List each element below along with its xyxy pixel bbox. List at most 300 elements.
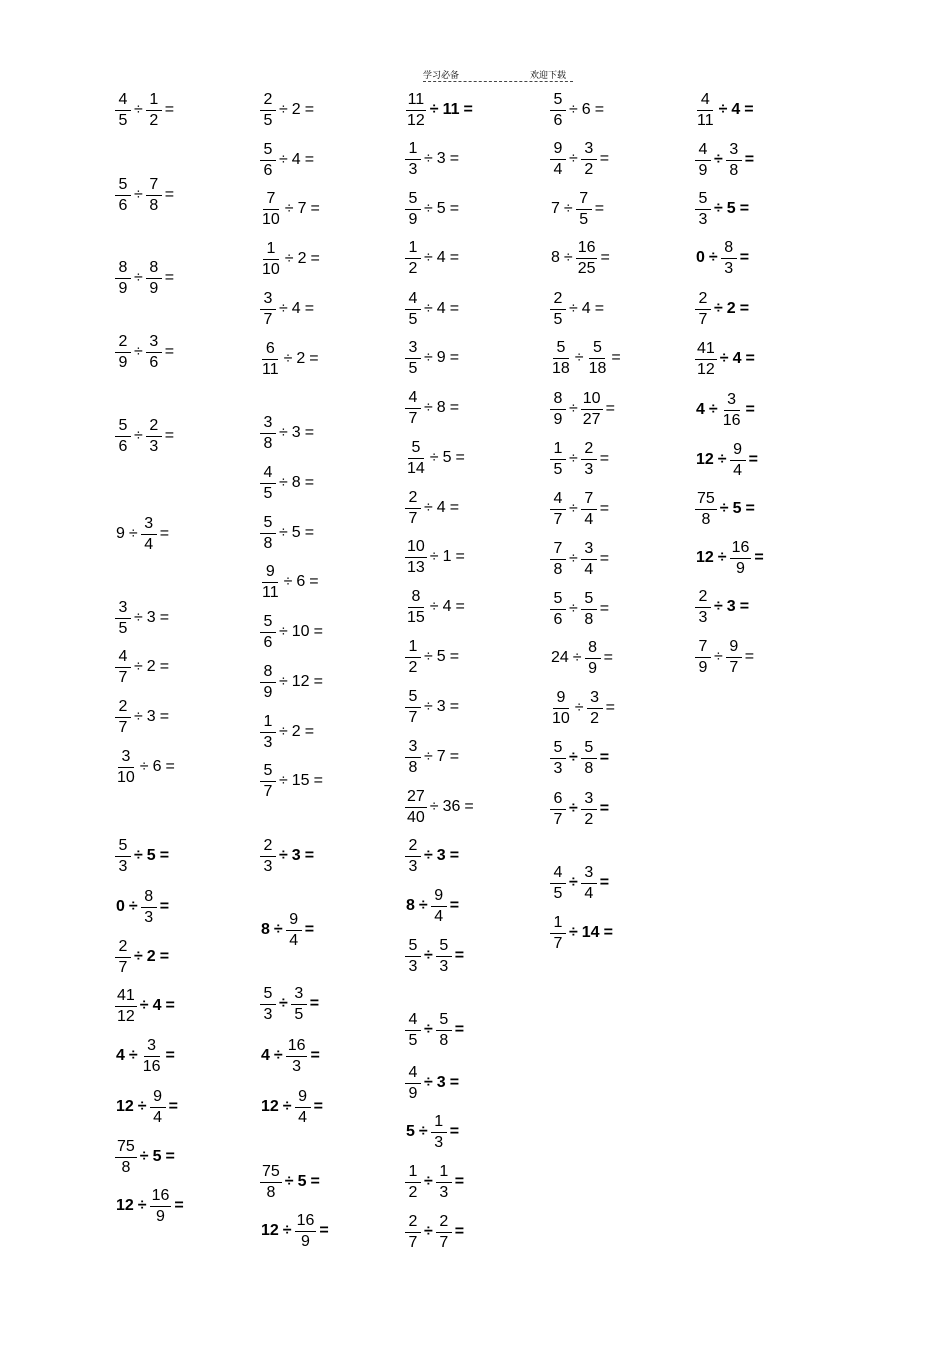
divisor-number: 6 <box>296 573 306 590</box>
denominator: 6 <box>149 353 159 371</box>
denominator: 9 <box>263 683 273 701</box>
divide-sign: ÷ <box>279 524 288 541</box>
division-problem <box>549 915 615 952</box>
division-problem <box>114 177 176 214</box>
equals-sign: = <box>594 200 605 217</box>
divisor-fraction <box>585 640 601 677</box>
dividend-fraction <box>115 988 137 1025</box>
numerator: 5 <box>695 191 711 210</box>
numerator: 2 <box>115 699 131 718</box>
equals-sign: = <box>605 400 615 417</box>
denominator: 3 <box>408 160 418 178</box>
divide-sign: ÷ <box>717 451 727 468</box>
divide-sign: ÷ <box>569 550 578 567</box>
dividend-fraction <box>695 341 717 378</box>
dividend-fraction <box>695 639 711 676</box>
division-problem <box>259 241 322 278</box>
dividend-fraction <box>260 92 276 129</box>
division-problem <box>259 564 321 601</box>
divide-sign: ÷ <box>574 349 584 366</box>
numerator: 27 <box>405 789 427 808</box>
dividend-fraction <box>405 639 421 676</box>
divisor-number: 5 <box>152 1148 162 1165</box>
equals-sign: = <box>611 349 621 366</box>
dividend-fraction <box>405 689 421 726</box>
division-problem <box>549 740 611 777</box>
numerator: 10 <box>405 539 427 558</box>
equals-sign: = <box>313 772 323 789</box>
divisor-fraction <box>581 441 597 478</box>
numerator: 5 <box>550 92 566 111</box>
denominator: 6 <box>118 196 128 214</box>
denominator: 18 <box>588 359 607 377</box>
equals-sign: = <box>599 500 610 517</box>
numerator: 1 <box>405 240 421 259</box>
equals-sign: = <box>754 549 764 566</box>
equals-sign: = <box>304 524 315 541</box>
denominator: 4 <box>584 884 594 902</box>
numerator: 7 <box>695 639 711 658</box>
denominator: 15 <box>407 608 425 626</box>
numerator: 5 <box>436 938 452 957</box>
denominator: 6 <box>263 161 273 179</box>
numerator: 4 <box>405 1065 421 1084</box>
denominator: 3 <box>408 857 418 875</box>
dividend-fraction <box>115 939 131 976</box>
divisor-number: 6 <box>581 101 591 118</box>
division-problem <box>694 639 756 676</box>
dividend-number: 0 <box>116 898 125 915</box>
equals-sign: = <box>304 474 315 491</box>
divide-sign: ÷ <box>282 1098 292 1115</box>
divide-sign: ÷ <box>279 673 288 690</box>
denominator: 14 <box>407 459 425 477</box>
dividend-number: 12 <box>261 1098 279 1115</box>
divide-sign: ÷ <box>718 101 728 118</box>
numerator: 9 <box>286 912 302 931</box>
equals-sign: = <box>739 200 750 217</box>
division-problem <box>114 649 171 686</box>
division-problem <box>114 1139 177 1176</box>
equals-sign: = <box>449 300 460 317</box>
equals-sign: = <box>739 249 750 266</box>
divisor-fraction <box>431 1114 447 1151</box>
numerator: 3 <box>581 791 597 810</box>
divisor-number: 4 <box>152 997 162 1014</box>
denominator: 40 <box>407 808 425 826</box>
dividend-fraction <box>260 191 282 228</box>
equals-sign: = <box>304 300 315 317</box>
denominator: 11 <box>697 111 714 129</box>
numerator: 1 <box>405 141 421 160</box>
denominator: 7 <box>118 718 128 736</box>
divide-sign: ÷ <box>418 897 428 914</box>
divide-sign: ÷ <box>279 995 288 1012</box>
divisor-fraction <box>721 392 743 429</box>
numerator: 8 <box>550 391 566 410</box>
dividend-fraction <box>115 177 131 214</box>
numerator: 41 <box>115 988 137 1007</box>
equals-sign: = <box>165 1047 175 1064</box>
equals-sign: = <box>449 897 460 914</box>
division-problem <box>114 334 176 371</box>
division-problem <box>549 541 611 578</box>
divide-sign: ÷ <box>128 1047 138 1064</box>
divisor-fraction <box>146 177 162 214</box>
numerator: 5 <box>581 591 597 610</box>
denominator: 27 <box>582 410 601 428</box>
equals-sign: = <box>310 1173 320 1190</box>
division-problem <box>694 291 751 328</box>
equals-sign: = <box>159 898 170 915</box>
numerator: 5 <box>260 763 276 782</box>
dividend-fraction <box>405 539 427 576</box>
division-problem <box>259 191 322 228</box>
division-problem <box>114 939 171 976</box>
equals-sign: = <box>449 748 460 765</box>
denominator: 3 <box>263 857 273 875</box>
divisor-number: 2 <box>296 350 306 367</box>
numerator: 5 <box>260 515 276 534</box>
dividend-fraction <box>405 938 421 975</box>
divide-sign: ÷ <box>569 924 578 941</box>
denominator: 6 <box>263 633 273 651</box>
equals-sign: = <box>744 101 754 118</box>
division-problem <box>694 240 751 277</box>
equals-sign: = <box>599 150 610 167</box>
dividend-fraction <box>115 838 131 875</box>
dividend-number: 8 <box>551 249 560 266</box>
equals-sign: = <box>454 1021 465 1038</box>
equals-sign: = <box>165 997 175 1014</box>
numerator: 9 <box>431 888 447 907</box>
dividend-fraction <box>405 589 427 626</box>
equals-sign: = <box>600 249 610 266</box>
dividend-fraction <box>550 791 566 828</box>
dividend-fraction <box>260 838 276 875</box>
numerator: 9 <box>553 690 569 709</box>
divisor-number: 1 <box>442 548 452 565</box>
numerator: 7 <box>576 191 592 210</box>
division-problem <box>404 1114 461 1151</box>
denominator: 18 <box>552 359 570 377</box>
divisor-fraction <box>295 1089 311 1126</box>
divide-sign: ÷ <box>714 648 723 665</box>
numerator: 9 <box>726 639 742 658</box>
equals-sign: = <box>309 573 319 590</box>
numerator: 8 <box>115 260 131 279</box>
dividend-fraction <box>115 600 131 637</box>
equals-sign: = <box>739 300 750 317</box>
numerator: 3 <box>724 392 740 411</box>
denominator: 8 <box>553 560 563 578</box>
divide-sign: ÷ <box>429 449 439 466</box>
divisor-number: 5 <box>436 200 446 217</box>
divisor-number: 3 <box>436 698 446 715</box>
equals-sign: = <box>599 800 610 817</box>
divisor-number: 11 <box>442 101 460 118</box>
denominator: 6 <box>553 610 563 628</box>
division-problem <box>549 791 611 828</box>
equals-sign: = <box>739 598 750 615</box>
equals-sign: = <box>449 847 460 864</box>
equals-sign: = <box>165 1148 175 1165</box>
division-problem <box>259 986 321 1023</box>
equals-sign: = <box>309 350 319 367</box>
denominator: 8 <box>439 1031 449 1049</box>
division-problem <box>694 142 756 179</box>
divide-sign: ÷ <box>563 249 573 266</box>
division-problem <box>259 92 316 129</box>
numerator: 1 <box>146 92 162 111</box>
divide-sign: ÷ <box>139 1148 149 1165</box>
numerator: 3 <box>405 739 421 758</box>
dividend-fraction <box>260 714 276 751</box>
dividend-fraction <box>550 291 566 328</box>
denominator: 3 <box>144 908 154 926</box>
denominator: 11 <box>262 360 279 378</box>
numerator: 2 <box>146 418 162 437</box>
denominator: 9 <box>149 279 159 297</box>
denominator: 3 <box>408 957 418 975</box>
divisor-fraction <box>141 1038 163 1075</box>
divide-sign: ÷ <box>569 749 578 766</box>
division-problem <box>404 390 461 427</box>
equals-sign: = <box>164 269 175 286</box>
denominator: 7 <box>729 658 739 676</box>
equals-sign: = <box>449 698 460 715</box>
equals-sign: = <box>455 548 465 565</box>
dividend-fraction <box>550 441 566 478</box>
numerator: 2 <box>695 291 711 310</box>
equals-sign: = <box>449 349 460 366</box>
equals-sign: = <box>449 499 460 516</box>
equals-sign: = <box>164 186 175 203</box>
denominator: 7 <box>698 310 708 328</box>
denominator: 9 <box>118 279 128 297</box>
divide-sign: ÷ <box>569 450 578 467</box>
division-problem <box>694 589 751 626</box>
divisor-number: 3 <box>146 708 156 725</box>
divisor-number: 5 <box>442 449 452 466</box>
denominator: 8 <box>266 1183 276 1201</box>
dividend-fraction <box>260 614 276 651</box>
divide-sign: ÷ <box>424 648 433 665</box>
denominator: 2 <box>584 810 594 828</box>
divide-sign: ÷ <box>429 598 439 615</box>
numerator: 2 <box>436 1214 452 1233</box>
division-problem <box>259 341 321 378</box>
numerator: 9 <box>262 564 278 583</box>
divide-sign: ÷ <box>279 723 288 740</box>
numerator: 16 <box>286 1038 308 1057</box>
divisor-fraction <box>726 142 742 179</box>
denominator: 7 <box>118 668 128 686</box>
dividend-number: 12 <box>116 1098 134 1115</box>
divide-sign: ÷ <box>424 249 433 266</box>
numerator: 1 <box>260 714 276 733</box>
numerator: 1 <box>550 915 566 934</box>
dividend-fraction <box>115 260 131 297</box>
division-problem <box>694 540 766 577</box>
denominator: 8 <box>149 196 159 214</box>
denominator: 8 <box>584 610 594 628</box>
divide-sign: ÷ <box>429 548 439 565</box>
denominator: 3 <box>263 1005 273 1023</box>
numerator: 1 <box>436 1164 452 1183</box>
equals-sign: = <box>168 1098 178 1115</box>
divide-sign: ÷ <box>134 658 143 675</box>
dividend-fraction <box>405 291 421 328</box>
divisor-number: 3 <box>291 424 301 441</box>
page-header <box>423 66 573 84</box>
division-problem <box>114 418 176 455</box>
dividend-fraction <box>260 664 276 701</box>
divisor-number: 3 <box>146 609 156 626</box>
divide-sign: ÷ <box>429 798 439 815</box>
numerator: 5 <box>115 177 131 196</box>
denominator: 9 <box>408 210 418 228</box>
numerator: 75 <box>695 491 717 510</box>
divisor-number: 4 <box>731 101 741 118</box>
divisor-number: 5 <box>436 648 446 665</box>
denominator: 5 <box>294 1005 304 1023</box>
dividend-fraction <box>405 789 427 826</box>
numerator: 2 <box>581 441 597 460</box>
divide-sign: ÷ <box>279 772 288 789</box>
equals-sign: = <box>454 1223 465 1240</box>
divide-sign: ÷ <box>283 573 293 590</box>
numerator: 7 <box>550 541 566 560</box>
dividend-fraction <box>695 589 711 626</box>
division-problem <box>694 341 757 378</box>
numerator: 4 <box>550 865 566 884</box>
division-problem <box>694 392 757 429</box>
dividend-number: 8 <box>261 921 270 938</box>
divide-sign: ÷ <box>137 1197 147 1214</box>
numerator: 7 <box>263 191 279 210</box>
dividend-fraction <box>550 740 566 777</box>
division-problem <box>404 589 467 626</box>
dividend-fraction <box>115 334 131 371</box>
numerator: 6 <box>262 341 278 360</box>
divisor-number: 8 <box>436 399 446 416</box>
denominator: 8 <box>584 759 594 777</box>
dividend-fraction <box>260 341 281 378</box>
dividend-number: 12 <box>261 1222 279 1239</box>
divisor-fraction <box>730 540 752 577</box>
dividend-fraction <box>695 291 711 328</box>
divide-sign: ÷ <box>719 350 729 367</box>
divisor-fraction <box>436 938 452 975</box>
numerator: 5 <box>260 142 276 161</box>
dividend-number: 8 <box>406 897 415 914</box>
division-problem <box>404 92 475 129</box>
division-problem <box>259 465 316 502</box>
divide-sign: ÷ <box>714 151 723 168</box>
equals-sign: = <box>603 924 613 941</box>
numerator: 5 <box>589 340 605 359</box>
denominator: 7 <box>118 958 128 976</box>
divisor-number: 4 <box>442 598 452 615</box>
division-problem <box>549 92 606 129</box>
header-left-text: 学习必备 <box>423 71 460 81</box>
division-problem <box>694 92 756 129</box>
numerator: 5 <box>550 591 566 610</box>
dividend-fraction <box>550 391 566 428</box>
dividend-number: 5 <box>406 1123 415 1140</box>
numerator: 3 <box>726 142 742 161</box>
numerator: 75 <box>115 1139 137 1158</box>
denominator: 9 <box>698 658 708 676</box>
division-problem <box>259 763 325 800</box>
denominator: 10 <box>552 709 570 727</box>
numerator: 1 <box>550 441 566 460</box>
equals-sign: = <box>599 749 610 766</box>
numerator: 3 <box>260 415 276 434</box>
division-problem <box>694 442 760 479</box>
denominator: 3 <box>439 957 449 975</box>
division-problem <box>549 865 611 902</box>
dividend-fraction <box>405 340 421 377</box>
denominator: 7 <box>263 310 273 328</box>
dividend-fraction <box>550 541 566 578</box>
header-right-text: 欢迎下载 <box>530 71 567 81</box>
equals-sign: = <box>310 250 320 267</box>
division-problem <box>404 1065 461 1102</box>
equals-sign: = <box>594 300 605 317</box>
divide-sign: ÷ <box>282 1222 292 1239</box>
equals-sign: = <box>449 200 460 217</box>
equals-sign: = <box>159 708 170 725</box>
denominator: 2 <box>149 111 159 129</box>
dividend-fraction <box>115 749 137 786</box>
numerator: 3 <box>144 1038 160 1057</box>
denominator: 8 <box>263 434 273 452</box>
numerator: 4 <box>260 465 276 484</box>
denominator: 10 <box>117 768 135 786</box>
division-problem <box>404 440 467 477</box>
divisor-fraction <box>146 92 162 129</box>
dividend-fraction <box>260 1164 282 1201</box>
divide-sign: ÷ <box>574 699 584 716</box>
denominator: 4 <box>733 461 743 479</box>
divisor-number: 7 <box>436 748 446 765</box>
equals-sign: = <box>304 723 315 740</box>
divide-sign: ÷ <box>708 401 718 418</box>
divisor-fraction <box>726 639 742 676</box>
denominator: 10 <box>262 260 280 278</box>
numerator: 2 <box>260 838 276 857</box>
dividend-fraction <box>405 490 421 527</box>
dividend-fraction <box>260 291 276 328</box>
dividend-fraction <box>405 1065 421 1102</box>
equals-sign: = <box>599 874 610 891</box>
denominator: 9 <box>553 410 563 428</box>
dividend-number: 9 <box>116 525 125 542</box>
numerator: 2 <box>115 939 131 958</box>
denominator: 9 <box>118 353 128 371</box>
numerator: 1 <box>431 1114 447 1133</box>
equals-sign: = <box>159 525 170 542</box>
denominator: 8 <box>263 534 273 552</box>
division-problem <box>259 664 325 701</box>
numerator: 3 <box>405 340 421 359</box>
equals-sign: = <box>463 101 473 118</box>
divide-sign: ÷ <box>569 150 578 167</box>
divide-sign: ÷ <box>273 921 283 938</box>
divide-sign: ÷ <box>719 500 729 517</box>
